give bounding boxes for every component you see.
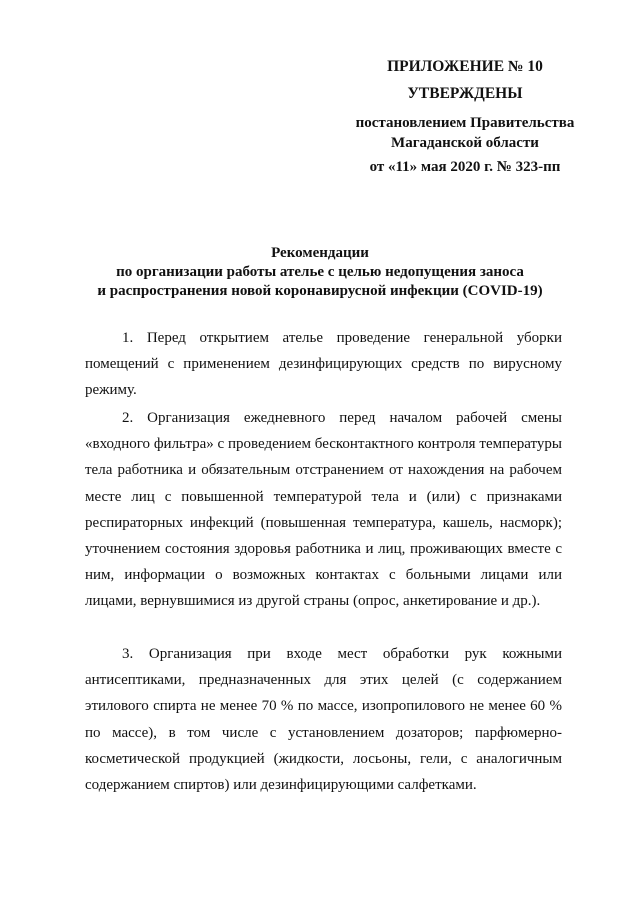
document-title — [60, 244, 580, 301]
title-line-1: Рекомендации — [271, 245, 369, 261]
decree-reference — [330, 113, 600, 153]
decree-line-1: постановлением Правительства — [355, 115, 575, 131]
title-line-2: по организации работы ателье с целью недопущения заноса — [116, 264, 524, 280]
paragraph-2: 2. Организация ежедневного перед началом рабочей смены «входного фильтра» с проведением бесконтактного контроля температуры тела работника и обязательным отстранением от нахождения на рабочем месте лиц с повышенной температурой тела и (или) с признаками респираторных инфекций (повышенная температура, кашель, насморк); уточнением состояния здоровья работника и лиц, проживающих вместе с ним, информации о возможных контактах с больными лицами или лицами, вернувшимися из другой страны (опрос, анкетирование и др.). — [85, 410, 562, 610]
paragraph-1: 1. Перед открытием ателье проведение генеральной уборки помещений с применением дезинфицирующих средств по вирусному режиму. — [85, 330, 562, 399]
annex-number: ПРИЛОЖЕНИЕ № 10 — [387, 58, 543, 75]
title-line-3: и распространения новой коронавирусной инфекции (COVID-19) — [97, 283, 543, 299]
decree-line-2: Магаданской области — [391, 135, 539, 151]
decree-date: от «11» мая 2020 г. № 323-пп — [369, 159, 561, 175]
paragraph-3: 3. Организация при входе мест обработки рук кожными антисептиками, предназначенных для этих целей (с содержанием этилового спирта не менее 70 % по массе, изопропилового не менее 60 % по массе), в том числе с установлением дозаторов; парфюмерно-косметической продукцией (жидкости, лосьоны, гели, с аналогичным содержанием спиртов) или дезинфицирующими салфетками. — [85, 646, 562, 794]
approved-heading: УТВЕРЖДЕНЫ — [407, 85, 523, 102]
